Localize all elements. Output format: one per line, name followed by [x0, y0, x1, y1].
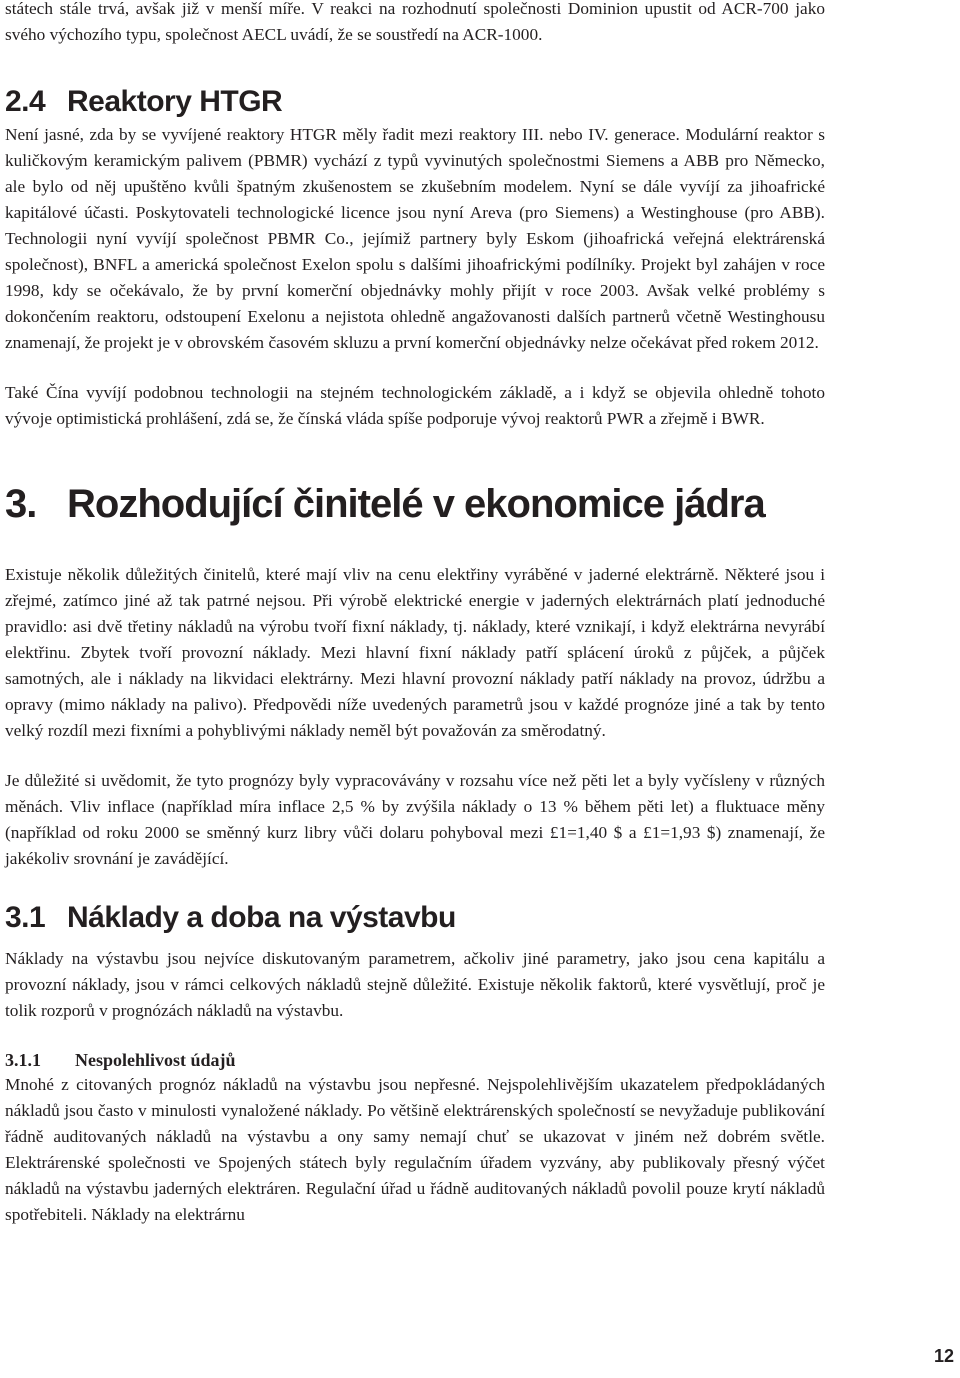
chapter-number: 3.	[5, 482, 37, 526]
section-number: 3.1	[5, 901, 46, 934]
page-number: 12	[933, 1346, 954, 1366]
paragraph: Není jasné, zda by se vyvíjené reaktory HTGR měly řadit mezi reaktory III. nebo IV. generace. Modulární reaktor s kuličkovým keramickým palivem (PBMR) vychází z typů vyvinutých společnostmi Siemens a ABB pro Německo, ale bylo od něj upuštěno kvůli špatným zkušenostem se zkušebním modelem. Nyní se dále vyvíjí za jihoafrické kapitálové účasti. Poskytovateli technologické licence jsou nyní Areva (pro Siemens) a Westinghouse (pro ABB). Technologii nyní vyvíjí společnost PBMR Co., jejímiž partnery byly Eskom (jihoafrická veřejná elektrárenská společnost), BNFL a americká společnost Exelon spolu s dalšími jihoafrickými podílníky. Projekt byl zahájen v roce 1998, kdy se očekávalo, že by první komerční objednávky mohly přijít v roce 2003. Avšak velké problémy s dokončením reaktoru, odstoupení Exelonu a nejistota ohledně angažovanosti dalších partnerů včetně Westinghousu znamenají, že projekt je v obrovském časovém skluzu a první komerční objednávky nelze očekávat před rokem 2012.	[5, 125, 825, 352]
section-number: 2.4	[5, 85, 46, 118]
section-title: Reaktory HTGR	[67, 85, 283, 118]
paragraph: Také Čína vyvíjí podobnou technologii na stejném technologickém základě, a i když se objevila ohledně tohoto vývoje optimistická prohlášení, zdá se, že čínská vláda spíše podporuje vývoj reaktorů PWR a zřejmě i BWR.	[5, 383, 825, 428]
paragraph: Mnohé z citovaných prognóz nákladů na výstavbu jsou nepřesné. Nejspolehlivějším ukazatelem předpokládaných nákladů jsou často v minulosti vynaložené náklady. Po většině elektrárenských společností se nevyžaduje publikování řádně auditovaných nákladů na výstavbu a ony samy nemají chuť se ukazovat v jiném než dobrém světle. Elektrárenské společnosti ve Spojených státech byly regulačním úřadem vyzvány, aby publikovaly přesný výčet nákladů na výstavbu jaderných elektráren. Regulační úřad u řádně auditovaných nákladů povolil pouze krytí nákladů spotřebiteli. Náklady na elektrárnu	[5, 1075, 825, 1224]
section-heading-2-4	[5, 82, 825, 122]
paragraph: Náklady na výstavbu jsou nejvíce diskutovaným parametrem, ačkoliv jiné parametry, jako jsou cena kapitálu a provozní náklady, jsou v rámci celkových nákladů stejně důležité. Existuje několik faktorů, které vysvětlují, proč je tolik rozporů v prognózách nákladů na výstavbu.	[5, 949, 825, 1020]
paragraph: Je důležité si uvědomit, že tyto prognózy byly vypracovávány v rozsahu více než pěti let a byly vyčísleny v různých měnách. Vliv inflace (například míra inflace 2,5 % by zvýšila náklady o 13 % během pěti let) a fluktuace měny (například od roku 2000 se směnný kurz libry vůči dolaru pohyboval mezi £1=1,40 $ a £1=1,93 $) znamenají, že jakékoliv srovnání je zavádějící.	[5, 771, 825, 868]
subsection-title: Nespolehlivost údajů	[75, 1050, 236, 1070]
paragraph: Existuje několik důležitých činitelů, které mají vliv na cenu elektřiny vyráběné v jaderné elektrárně. Některé jsou i zřejmé, zatímco jiné až tak patrné nejsou. Při výrobě elektrické energie v jaderných elektrárnách platí jednoduché pravidlo: asi dvě třetiny nákladů na výrobu tvoří fixní náklady, tj. náklady, které vznikají, i když elektrárna nevyrábí elektřinu. Zbytek tvoří provozní náklady. Mezi hlavní fixní náklady patří splácení úroků z půjček, a půjček samotných, ale i náklady na likvidaci elektrárny. Mezi hlavní provozní náklady patří náklady na provoz, údržbu a opravy (mimo náklady na palivo). Předpovědi níže uvedených parametrů jsou v každé prognóze jiné a tak by tento velký rozdíl mezi fixními a pohyblivými náklady neměl být považován za směrodatný.	[5, 565, 825, 740]
intro-paragraph: státech stále trvá, avšak již v menší míře. V reakci na rozhodnutí společnosti Dominion upustit od ACR-700 jako svého výchozího typu, společnost AECL uvádí, že se soustředí na ACR-1000.	[5, 0, 825, 44]
subsection-heading-3-1-1	[5, 1048, 825, 1072]
section-title: Náklady a doba na výstavbu	[67, 901, 456, 934]
subsection-number: 3.1.1	[5, 1050, 41, 1070]
chapter-title: Rozhodující činitelé v ekonomice jádra	[67, 482, 765, 526]
chapter-heading-3	[5, 474, 825, 534]
document-page	[5, 0, 825, 1228]
section-heading-3-1	[5, 898, 825, 938]
